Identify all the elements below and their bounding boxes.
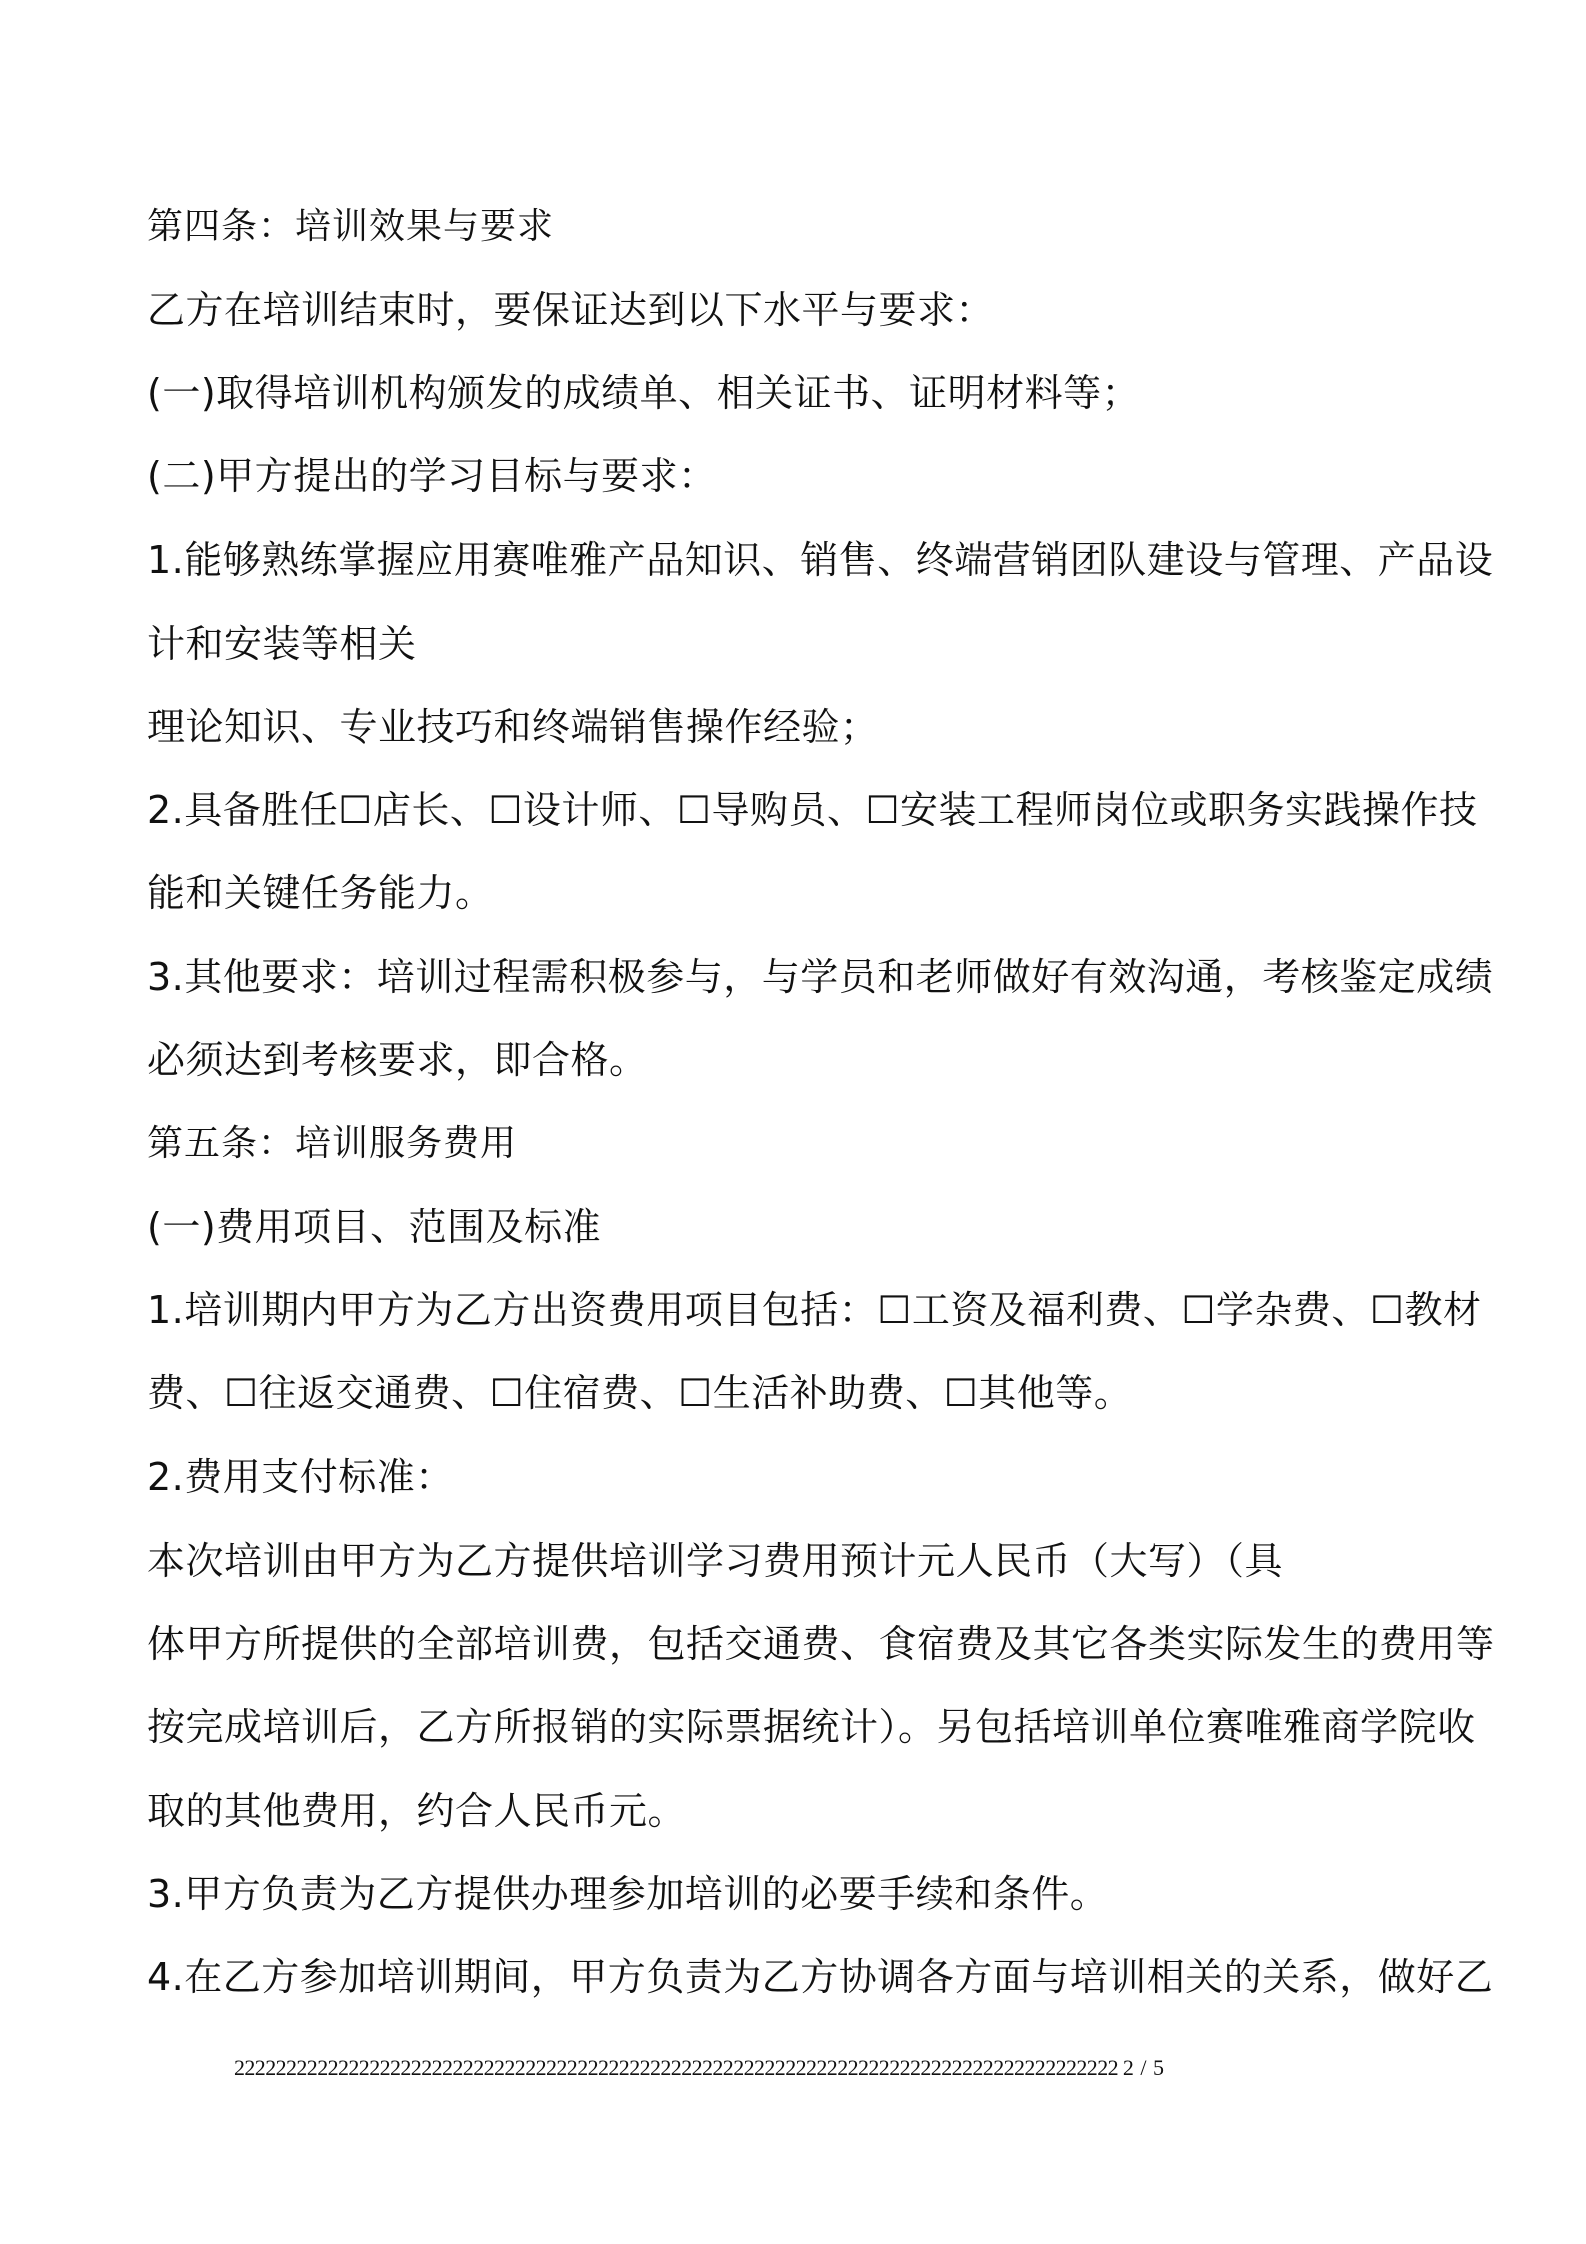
body-line: 取的其他费用，约合人民币元。 [147,1789,687,1833]
body-line: 2.费用支付标准： [147,1455,454,1499]
page-number: 2 / 5 [1122,2055,1165,2080]
body-line: 必须达到考核要求，即合格。 [147,1038,648,1082]
body-line: 费、☐往返交通费、☐住宿费、☐生活补助费、☐其他等。 [147,1371,1133,1415]
body-line: 本次培训由甲方为乙方提供培训学习费用预计元人民币（大写）（具 [147,1539,1284,1583]
body-line: 理论知识、专业技巧和终端销售操作经验； [147,705,879,749]
body-line: 3.其他要求：培训过程需积极参与，与学员和老师做好有效沟通，考核鉴定成绩 [147,955,1494,999]
body-line: 按完成培训后，乙方所报销的实际票据统计）。另包括培训单位赛唯雅商学院收 [147,1705,1476,1749]
body-line: (一)取得培训机构颁发的成绩单、相关证书、证明材料等； [147,371,1141,415]
body-line: (二)甲方提出的学习目标与要求： [147,454,717,498]
body-line: 3.甲方负责为乙方提供办理参加培训的必要手续和条件。 [147,1872,1109,1916]
body-line: 2.具备胜任☐店长、☐设计师、☐导购员、☐安装工程师岗位或职务实践操作技 [147,788,1478,832]
article-4-heading: 第四条：培训效果与要求 [147,206,555,247]
body-line: 体甲方所提供的全部培训费，包括交通费、食宿费及其它各类实际发生的费用等 [147,1622,1495,1666]
body-line: 1.培训期内甲方为乙方出资费用项目包括：☐工资及福利费、☐学杂费、☐教材 [147,1288,1482,1332]
body-line: (一)费用项目、范围及标准 [147,1205,602,1249]
article-5-heading: 第五条：培训服务费用 [147,1123,518,1164]
body-line: 1.能够熟练掌握应用赛唯雅产品知识、销售、终端营销团队建设与管理、产品设 [147,538,1494,582]
body-line: 乙方在培训结束时，要保证达到以下水平与要求： [147,288,995,332]
page-footer [234,2053,1384,2083]
body-line: 计和安装等相关 [147,622,417,666]
body-line: 4.在乙方参加培训期间，甲方负责为乙方协调各方面与培训相关的关系，做好乙 [147,1955,1494,1999]
footer-filler: 2222222222222222222222222222222222222222222222222222222222222222222222222222222222222 [234,2055,1119,2080]
body-line: 能和关键任务能力。 [147,871,494,915]
